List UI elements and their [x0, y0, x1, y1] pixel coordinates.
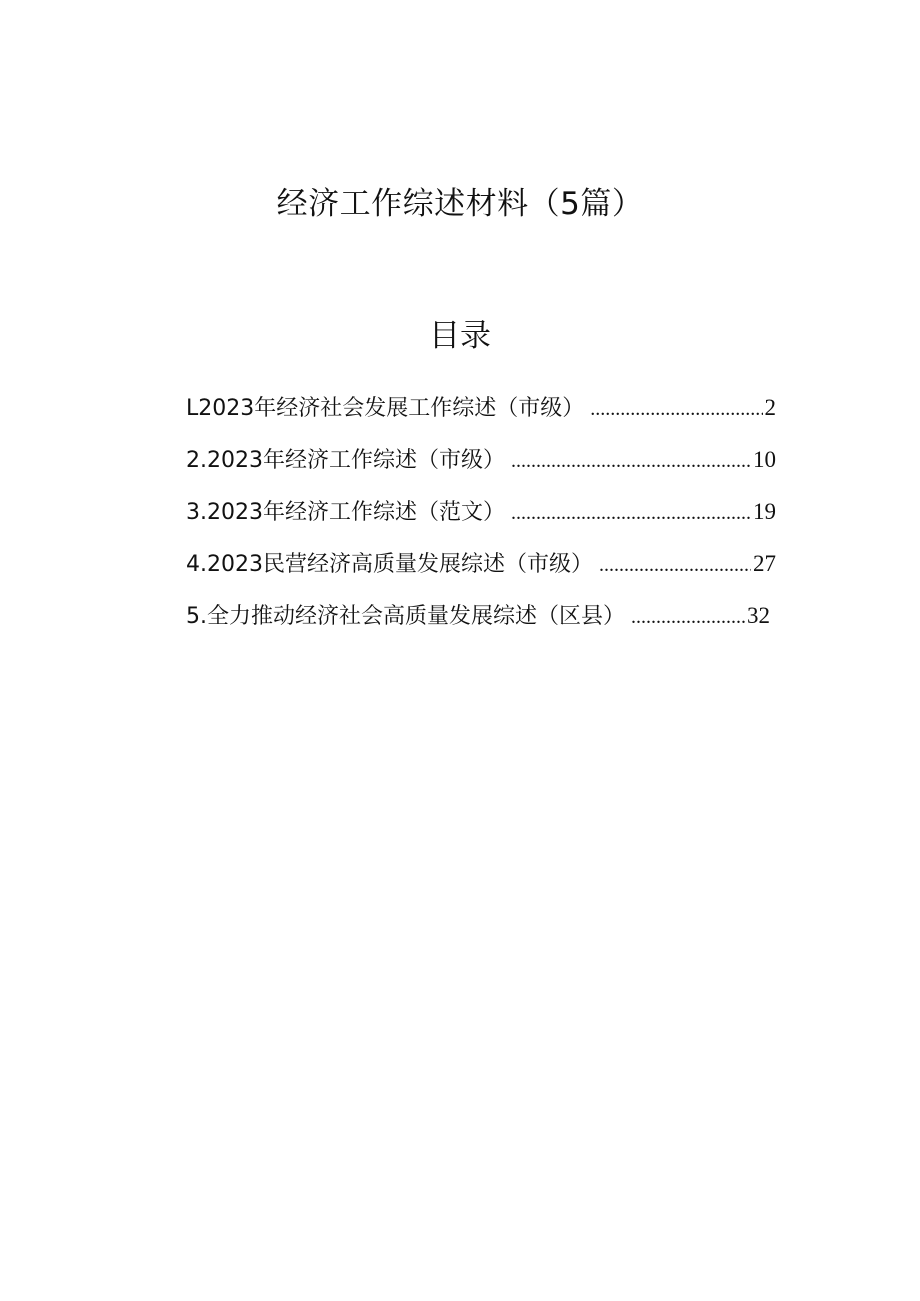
toc-entry[interactable]	[186, 592, 770, 644]
toc-entry[interactable]	[186, 540, 776, 592]
table-of-contents	[186, 384, 786, 644]
toc-leader-dots	[511, 437, 751, 485]
document-title: 经济工作综述材料（5篇）	[276, 186, 644, 222]
toc-leader-dots	[599, 541, 751, 589]
toc-entry[interactable]	[186, 488, 776, 540]
toc-entry-page: 2	[764, 395, 776, 420]
toc-entry-title: 5.全力推动经济社会高质量发展综述（区县）	[186, 604, 625, 629]
toc-entry-title: L2023年经济社会发展工作综述（市级）	[186, 396, 585, 421]
toc-leader-dots	[511, 489, 751, 537]
toc-entry-page: 10	[753, 447, 776, 472]
toc-entry[interactable]	[186, 436, 776, 488]
toc-heading: 目录	[429, 318, 491, 354]
toc-leader-dots	[590, 385, 762, 433]
toc-entry[interactable]	[186, 384, 776, 436]
toc-entry-page: 32	[747, 603, 770, 628]
toc-entry-page: 27	[753, 551, 776, 576]
toc-entry-page: 19	[753, 499, 776, 524]
toc-entry-title: 2.2023年经济工作综述（市级）	[186, 448, 505, 473]
toc-entry-title: 4.2023民营经济高质量发展综述（市级）	[186, 552, 593, 577]
toc-leader-dots	[631, 593, 745, 641]
toc-entry-title: 3.2023年经济工作综述（范文）	[186, 500, 505, 525]
